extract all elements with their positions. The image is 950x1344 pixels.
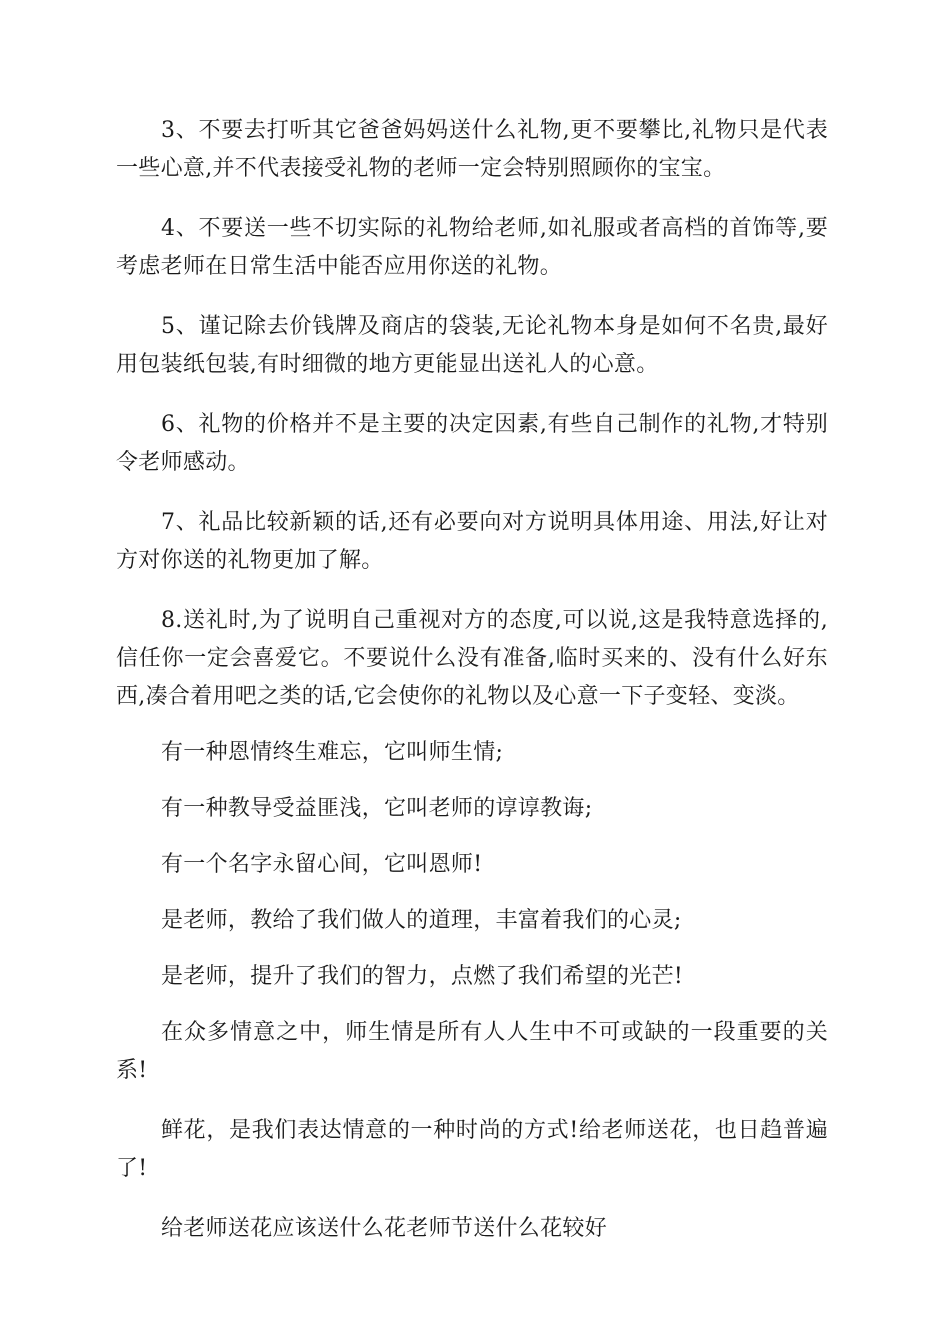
paragraph-line-2: 有一种教导受益匪浅，它叫老师的谆谆教诲; (161, 796, 593, 821)
paragraph-line-1: 有一种恩情终生难忘，它叫师生情; (161, 740, 504, 765)
document-body (116, 112, 828, 1248)
paragraph-tip-5: 5、谨记除去价钱牌及商店的袋装,无论礼物本身是如何不名贵,最好用包装纸包装,有时细微的地方更能显出送礼人的心意。 (116, 314, 828, 377)
paragraph-tip-6: 6、礼物的价格并不是主要的决定因素,有些自己制作的礼物,才特别令老师感动。 (116, 412, 828, 475)
paragraph-line-4: 是老师，教给了我们做人的道理，丰富着我们的心灵; (161, 908, 682, 933)
paragraph-line-3: 有一个名字永留心间，它叫恩师! (161, 852, 483, 877)
paragraph-tip-4: 4、不要送一些不切实际的礼物给老师,如礼服或者高档的首饰等,要考虑老师在日常生活中能否应用你送的礼物。 (116, 216, 828, 279)
paragraph-tip-7: 7、礼品比较新颖的话,还有必要向对方说明具体用途、用法,好让对方对你送的礼物更加了解。 (116, 510, 828, 573)
paragraph-flowers: 鲜花，是我们表达情意的一种时尚的方式!给老师送花，也日趋普遍了! (116, 1118, 828, 1181)
paragraph-relationship: 在众多情意之中，师生情是所有人人生中不可或缺的一段重要的关系! (116, 1020, 828, 1083)
paragraph-tip-8: 8.送礼时,为了说明自己重视对方的态度,可以说,这是我特意选择的,信任你一定会喜爱它。不要说什么没有准备,临时买来的、没有什么好东西,凑合着用吧之类的话,它会使你的礼物以及心意一下子变轻、变淡。 (116, 608, 828, 709)
paragraph-tip-3: 3、不要去打听其它爸爸妈妈送什么礼物,更不要攀比,礼物只是代表一些心意,并不代表接受礼物的老师一定会特别照顾你的宝宝。 (116, 118, 828, 181)
paragraph-line-5: 是老师，提升了我们的智力，点燃了我们希望的光芒! (161, 964, 684, 989)
paragraph-heading-question: 给老师送花应该送什么花老师节送什么花较好 (161, 1216, 608, 1241)
